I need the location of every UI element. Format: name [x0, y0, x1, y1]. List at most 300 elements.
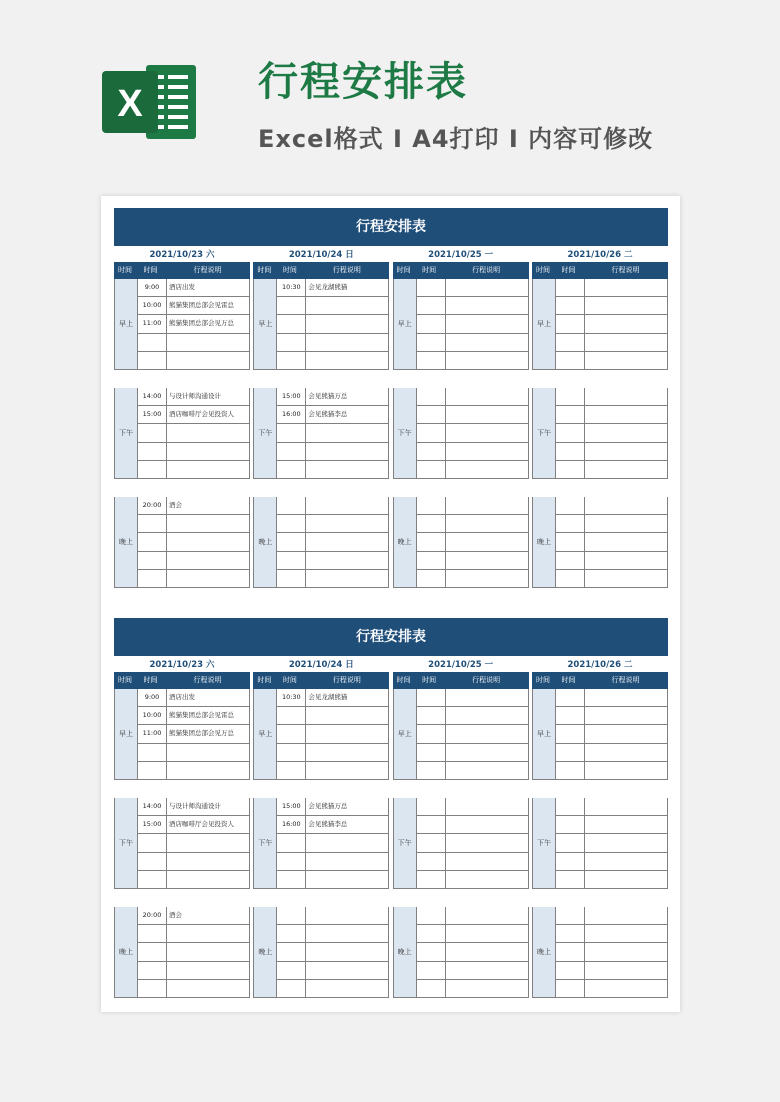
description-cell[interactable]: [446, 352, 528, 369]
time-cell[interactable]: [138, 762, 167, 779]
description-cell[interactable]: [306, 570, 388, 587]
description-cell[interactable]: 熊猫集团总部会见雷总: [169, 711, 234, 720]
period-block-afternoon: [532, 388, 668, 479]
time-cell[interactable]: [556, 816, 585, 833]
time-cell[interactable]: [417, 443, 446, 460]
header-description: 行程说明: [611, 266, 640, 274]
time-cell[interactable]: [556, 725, 585, 742]
time-cell[interactable]: [417, 943, 446, 960]
table-row: [277, 689, 388, 707]
description-cell[interactable]: [306, 424, 388, 441]
description-cell[interactable]: 酒会: [169, 911, 182, 919]
time-cell[interactable]: [417, 388, 446, 405]
period-rows: [138, 388, 249, 478]
description-cell[interactable]: [446, 515, 528, 532]
table-row: [556, 762, 667, 779]
description-cell[interactable]: 酒店咖啡厅会见投资人: [169, 820, 234, 829]
time-cell[interactable]: [417, 497, 446, 514]
table-row: [556, 424, 667, 442]
time-cell[interactable]: 15:00: [277, 388, 306, 405]
period-label: 晚上: [115, 497, 138, 587]
time-cell[interactable]: [417, 297, 446, 314]
description-cell[interactable]: [585, 334, 667, 351]
description-cell[interactable]: [446, 297, 528, 314]
description-cell[interactable]: [446, 406, 528, 423]
description-cell[interactable]: [585, 980, 667, 997]
description-cell[interactable]: [585, 907, 667, 924]
header-period: 时间: [535, 266, 550, 274]
time-cell[interactable]: [417, 871, 446, 888]
table-row: [277, 406, 388, 424]
time-cell[interactable]: [277, 533, 306, 550]
period-block-afternoon: [114, 798, 250, 889]
description-cell[interactable]: [585, 925, 667, 942]
description-cell[interactable]: [167, 570, 249, 587]
description-cell[interactable]: [446, 497, 528, 514]
description-cell[interactable]: [167, 834, 249, 851]
description-cell[interactable]: 会见熊猫万总: [308, 802, 348, 810]
description-cell[interactable]: [167, 515, 249, 532]
time-cell[interactable]: [138, 443, 167, 460]
table-row: [277, 443, 388, 461]
description-cell[interactable]: [167, 744, 249, 761]
time-cell[interactable]: [277, 707, 306, 724]
description-cell[interactable]: 与设计师沟通设计: [169, 392, 221, 400]
description-cell[interactable]: [167, 762, 249, 779]
time-cell[interactable]: 10:30: [277, 689, 306, 706]
description-cell[interactable]: [306, 834, 388, 851]
description-cell[interactable]: [585, 533, 667, 550]
time-cell[interactable]: [277, 907, 306, 924]
description-cell[interactable]: [446, 725, 528, 742]
time-cell[interactable]: 11:00: [138, 725, 167, 742]
description-cell[interactable]: [585, 570, 667, 587]
time-cell[interactable]: [556, 443, 585, 460]
time-cell[interactable]: [277, 570, 306, 587]
table-row: [138, 871, 249, 888]
table-row: [138, 497, 249, 515]
time-cell[interactable]: [417, 461, 446, 478]
description-cell[interactable]: [446, 925, 528, 942]
time-cell[interactable]: [417, 352, 446, 369]
time-cell[interactable]: [417, 980, 446, 997]
time-cell[interactable]: [417, 907, 446, 924]
time-cell[interactable]: [277, 834, 306, 851]
description-cell[interactable]: [167, 962, 249, 979]
time-cell[interactable]: [138, 980, 167, 997]
period-block-morning: [393, 279, 529, 370]
description-cell[interactable]: [585, 297, 667, 314]
description-cell[interactable]: [306, 744, 388, 761]
description-cell[interactable]: 会见龙湖熊猫: [308, 283, 348, 291]
time-cell[interactable]: [277, 461, 306, 478]
time-cell[interactable]: [277, 424, 306, 441]
time-cell[interactable]: [138, 461, 167, 478]
time-cell[interactable]: [277, 334, 306, 351]
description-cell[interactable]: 酒店咖啡厅会见投资人: [169, 410, 234, 419]
description-cell[interactable]: [446, 334, 528, 351]
time-cell[interactable]: 9:00: [138, 689, 167, 706]
time-cell[interactable]: [417, 925, 446, 942]
time-cell[interactable]: [417, 816, 446, 833]
table-row: [417, 689, 528, 707]
time-cell[interactable]: [417, 406, 446, 423]
description-cell[interactable]: [585, 424, 667, 441]
period-block-morning: [114, 279, 250, 370]
description-cell[interactable]: [585, 816, 667, 833]
description-cell[interactable]: [306, 871, 388, 888]
description-cell[interactable]: 酒店出发: [169, 283, 195, 291]
schedule-title: 行程安排表: [114, 618, 668, 656]
time-cell[interactable]: [556, 406, 585, 423]
description-cell[interactable]: [167, 925, 249, 942]
time-cell[interactable]: [138, 334, 167, 351]
time-cell[interactable]: [417, 279, 446, 296]
time-cell[interactable]: 11:00: [138, 315, 167, 332]
description-cell[interactable]: [585, 552, 667, 569]
description-cell[interactable]: 酒店出发: [169, 693, 195, 701]
time-cell[interactable]: [556, 943, 585, 960]
description-cell[interactable]: [585, 315, 667, 332]
time-cell[interactable]: [417, 515, 446, 532]
period-spacer: [532, 370, 668, 388]
description-cell[interactable]: [306, 907, 388, 924]
time-cell[interactable]: 10:30: [277, 279, 306, 296]
time-cell[interactable]: [138, 552, 167, 569]
time-cell[interactable]: [277, 925, 306, 942]
time-cell[interactable]: [277, 297, 306, 314]
time-cell[interactable]: [556, 352, 585, 369]
description-cell[interactable]: [167, 352, 249, 369]
time-cell[interactable]: [417, 834, 446, 851]
description-cell[interactable]: [446, 853, 528, 870]
time-cell[interactable]: [556, 871, 585, 888]
description-cell[interactable]: [446, 315, 528, 332]
header-time: 时间: [422, 266, 437, 274]
description-cell[interactable]: [167, 552, 249, 569]
description-cell[interactable]: [585, 279, 667, 296]
time-cell[interactable]: [277, 443, 306, 460]
description-cell[interactable]: [446, 834, 528, 851]
time-cell[interactable]: [556, 834, 585, 851]
description-cell[interactable]: [446, 388, 528, 405]
description-cell[interactable]: [446, 533, 528, 550]
description-cell[interactable]: [585, 943, 667, 960]
period-label: 下午: [115, 798, 138, 888]
time-cell[interactable]: [277, 962, 306, 979]
time-cell[interactable]: [417, 552, 446, 569]
time-cell[interactable]: [417, 689, 446, 706]
time-cell[interactable]: 10:00: [138, 297, 167, 314]
table-row: [138, 570, 249, 587]
time-cell[interactable]: [417, 725, 446, 742]
description-cell[interactable]: [585, 871, 667, 888]
time-cell[interactable]: [556, 533, 585, 550]
description-cell[interactable]: [446, 461, 528, 478]
description-cell[interactable]: [306, 334, 388, 351]
description-cell[interactable]: [306, 497, 388, 514]
description-cell[interactable]: [585, 834, 667, 851]
description-cell[interactable]: 熊猫集团总部会见雷总: [169, 301, 234, 310]
time-cell[interactable]: [556, 297, 585, 314]
time-cell[interactable]: [556, 980, 585, 997]
description-cell[interactable]: [167, 461, 249, 478]
time-cell[interactable]: [138, 943, 167, 960]
description-cell[interactable]: [585, 725, 667, 742]
description-cell[interactable]: [306, 315, 388, 332]
time-cell[interactable]: [556, 461, 585, 478]
time-cell[interactable]: [417, 334, 446, 351]
description-cell[interactable]: [446, 816, 528, 833]
time-cell[interactable]: 15:00: [138, 406, 167, 423]
table-row: [138, 907, 249, 925]
period-rows: [556, 388, 667, 478]
time-cell[interactable]: 16:00: [277, 406, 306, 423]
period-label: 下午: [254, 388, 277, 478]
description-cell[interactable]: [446, 424, 528, 441]
description-cell[interactable]: [306, 762, 388, 779]
time-cell[interactable]: [556, 925, 585, 942]
time-cell[interactable]: 16:00: [277, 816, 306, 833]
header-time: 时间: [282, 266, 297, 274]
time-cell[interactable]: 10:00: [138, 707, 167, 724]
day-date: 2021/10/23 六: [149, 660, 215, 670]
table-row: [138, 515, 249, 533]
description-cell[interactable]: [585, 443, 667, 460]
description-cell[interactable]: [306, 515, 388, 532]
time-cell[interactable]: [277, 943, 306, 960]
time-cell[interactable]: [277, 315, 306, 332]
description-cell[interactable]: [306, 461, 388, 478]
description-cell[interactable]: [585, 689, 667, 706]
time-cell[interactable]: [277, 853, 306, 870]
description-cell[interactable]: [306, 962, 388, 979]
time-cell[interactable]: 14:00: [138, 798, 167, 815]
time-cell[interactable]: 20:00: [138, 907, 167, 924]
description-cell[interactable]: [585, 762, 667, 779]
time-cell[interactable]: [556, 315, 585, 332]
description-cell[interactable]: [446, 980, 528, 997]
time-cell[interactable]: [417, 707, 446, 724]
description-cell[interactable]: 熊猫集团总部会见万总: [169, 319, 234, 328]
description-cell[interactable]: [585, 798, 667, 815]
time-cell[interactable]: [138, 533, 167, 550]
table-row: [417, 497, 528, 515]
table-row: [138, 853, 249, 871]
time-cell[interactable]: [556, 962, 585, 979]
description-cell[interactable]: [306, 443, 388, 460]
time-cell[interactable]: [277, 497, 306, 514]
time-cell[interactable]: 15:00: [277, 798, 306, 815]
description-cell[interactable]: [585, 515, 667, 532]
time-cell[interactable]: [556, 515, 585, 532]
description-cell[interactable]: [167, 853, 249, 870]
time-cell[interactable]: [417, 424, 446, 441]
time-cell[interactable]: [556, 570, 585, 587]
description-cell[interactable]: [585, 461, 667, 478]
description-cell[interactable]: [446, 689, 528, 706]
description-cell[interactable]: [585, 497, 667, 514]
time-cell[interactable]: [556, 689, 585, 706]
time-cell[interactable]: [556, 798, 585, 815]
time-cell[interactable]: [417, 798, 446, 815]
description-cell[interactable]: [306, 943, 388, 960]
time-cell[interactable]: 15:00: [138, 816, 167, 833]
description-cell[interactable]: [167, 424, 249, 441]
description-cell[interactable]: [306, 980, 388, 997]
description-cell[interactable]: [306, 533, 388, 550]
description-cell[interactable]: [167, 980, 249, 997]
time-cell[interactable]: [556, 744, 585, 761]
description-cell[interactable]: 酒会: [169, 501, 182, 509]
table-row: [417, 798, 528, 816]
time-cell[interactable]: [417, 762, 446, 779]
time-cell[interactable]: [556, 853, 585, 870]
description-cell[interactable]: [585, 962, 667, 979]
period-rows: [138, 798, 249, 888]
description-cell[interactable]: [446, 943, 528, 960]
time-cell[interactable]: [556, 762, 585, 779]
table-row: [138, 297, 249, 315]
table-row: [556, 725, 667, 743]
time-cell[interactable]: [277, 725, 306, 742]
description-cell[interactable]: [306, 925, 388, 942]
description-cell[interactable]: [167, 533, 249, 550]
time-cell[interactable]: [556, 907, 585, 924]
time-cell[interactable]: [556, 279, 585, 296]
time-cell[interactable]: [138, 834, 167, 851]
description-cell[interactable]: [446, 552, 528, 569]
description-cell[interactable]: [446, 907, 528, 924]
description-cell[interactable]: [446, 762, 528, 779]
table-row: [417, 816, 528, 834]
time-cell[interactable]: [138, 853, 167, 870]
description-cell[interactable]: [446, 871, 528, 888]
time-cell[interactable]: [138, 570, 167, 587]
description-cell[interactable]: [167, 443, 249, 460]
time-cell[interactable]: [138, 871, 167, 888]
description-cell[interactable]: 与设计师沟通设计: [169, 802, 221, 810]
description-cell[interactable]: [446, 443, 528, 460]
time-cell[interactable]: [556, 388, 585, 405]
time-cell[interactable]: [556, 334, 585, 351]
time-cell[interactable]: [417, 962, 446, 979]
day-date: 2021/10/23 六: [149, 250, 215, 260]
description-cell[interactable]: [167, 334, 249, 351]
table-row: [138, 406, 249, 424]
column-header-row: [393, 672, 529, 689]
time-cell[interactable]: 20:00: [138, 497, 167, 514]
time-cell[interactable]: [277, 515, 306, 532]
table-row: [556, 798, 667, 816]
time-cell[interactable]: 14:00: [138, 388, 167, 405]
time-cell[interactable]: [417, 570, 446, 587]
time-cell[interactable]: [417, 315, 446, 332]
time-cell[interactable]: [556, 552, 585, 569]
time-cell[interactable]: [556, 424, 585, 441]
time-cell[interactable]: [417, 533, 446, 550]
table-row: [556, 406, 667, 424]
description-cell[interactable]: [446, 707, 528, 724]
time-cell[interactable]: [138, 744, 167, 761]
description-cell[interactable]: [446, 962, 528, 979]
time-cell[interactable]: [277, 352, 306, 369]
period-rows: [556, 798, 667, 888]
time-cell[interactable]: [417, 853, 446, 870]
time-cell[interactable]: [138, 424, 167, 441]
description-cell[interactable]: [306, 552, 388, 569]
description-cell[interactable]: [585, 744, 667, 761]
description-cell[interactable]: [585, 853, 667, 870]
description-cell[interactable]: [167, 871, 249, 888]
time-cell[interactable]: [138, 925, 167, 942]
period-spacer: [532, 780, 668, 798]
description-cell[interactable]: [306, 725, 388, 742]
period-spacer: [114, 479, 250, 497]
time-cell[interactable]: 9:00: [138, 279, 167, 296]
time-cell[interactable]: [277, 744, 306, 761]
description-cell[interactable]: [585, 707, 667, 724]
time-cell[interactable]: [417, 744, 446, 761]
time-cell[interactable]: [556, 497, 585, 514]
table-row: [277, 798, 388, 816]
description-cell[interactable]: [446, 570, 528, 587]
time-cell[interactable]: [277, 980, 306, 997]
header-description: 行程说明: [193, 676, 222, 684]
table-row: [556, 744, 667, 762]
time-cell[interactable]: [556, 707, 585, 724]
description-cell[interactable]: [306, 352, 388, 369]
description-cell[interactable]: [585, 406, 667, 423]
table-row: [138, 816, 249, 834]
period-block-evening: [393, 907, 529, 998]
period-label: 晚上: [533, 907, 556, 997]
header-time: 时间: [143, 676, 158, 684]
period-label: 晚上: [533, 497, 556, 587]
period-label: 早上: [115, 279, 138, 369]
day-date: 2021/10/24 日: [288, 250, 354, 260]
period-label: 晚上: [394, 907, 417, 997]
table-row: [556, 925, 667, 943]
description-cell[interactable]: [167, 943, 249, 960]
time-cell[interactable]: [277, 552, 306, 569]
table-row: [138, 352, 249, 369]
schedule-title: 行程安排表: [114, 208, 668, 246]
description-cell[interactable]: [306, 853, 388, 870]
description-cell[interactable]: [585, 388, 667, 405]
description-cell[interactable]: 会见龙湖熊猫: [308, 693, 348, 701]
description-cell[interactable]: 会见熊猫李总: [308, 410, 348, 419]
description-cell[interactable]: 熊猫集团总部会见万总: [169, 729, 234, 738]
description-cell[interactable]: 会见熊猫李总: [308, 820, 348, 829]
period-rows: [556, 497, 667, 587]
description-cell[interactable]: [446, 744, 528, 761]
period-rows: [417, 907, 528, 997]
description-cell[interactable]: [446, 798, 528, 815]
time-cell[interactable]: [277, 762, 306, 779]
description-cell[interactable]: [306, 707, 388, 724]
description-cell[interactable]: [446, 279, 528, 296]
description-cell[interactable]: [306, 297, 388, 314]
time-cell[interactable]: [138, 962, 167, 979]
description-cell[interactable]: 会见熊猫万总: [308, 392, 348, 400]
time-cell[interactable]: [138, 515, 167, 532]
period-spacer: [532, 889, 668, 907]
time-cell[interactable]: [138, 352, 167, 369]
period-label: 晚上: [254, 907, 277, 997]
description-cell[interactable]: [585, 352, 667, 369]
time-cell[interactable]: [277, 871, 306, 888]
